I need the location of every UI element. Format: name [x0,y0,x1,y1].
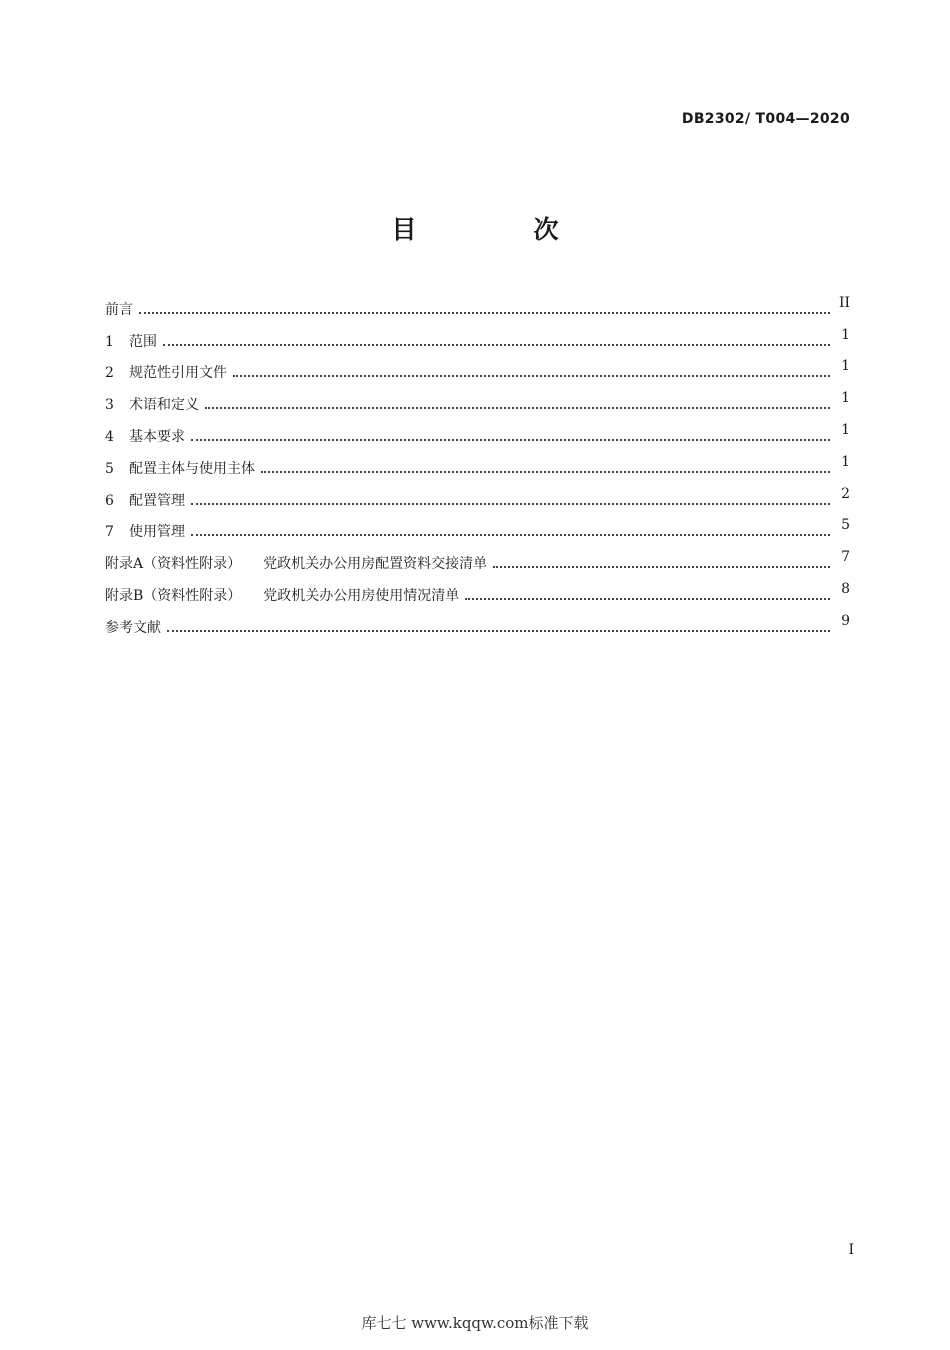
toc-page-number: 1 [841,358,850,375]
toc-page-number: 9 [841,612,850,629]
toc-entry-label: 4 基本要求 [105,428,185,445]
toc-leader-dots [465,598,830,600]
toc-entry-label: 5 配置主体与使用主体 [105,460,255,477]
toc-page-number: 5 [841,517,850,534]
toc-entry-usage-management[interactable] [105,510,850,542]
footer-watermark: 库七七 www.kqqw.com标准下载 [361,1314,589,1332]
toc-entry-label: 前言 [105,301,133,318]
standard-code: DB2302/ T004—2020 [681,111,850,127]
page-title: 目 次 [391,215,605,244]
toc-entry-bibliography[interactable] [105,605,850,637]
toc-leader-dots [191,439,830,441]
toc-entry-subjects[interactable] [105,446,850,478]
toc-entry-label: 参考文献 [105,619,161,636]
toc-page-number: 1 [841,453,850,470]
toc-entry-configuration-management[interactable] [105,478,850,510]
toc-entry-preface[interactable] [105,287,850,319]
toc-page-number: 1 [841,421,850,438]
toc-leader-dots [493,566,830,568]
toc-entry-label: 1 范围 [105,333,157,350]
page-number: I [848,1242,854,1258]
toc-entry-label: 3 术语和定义 [105,397,199,414]
toc-leader-dots [191,503,830,505]
toc-leader-dots [261,471,830,473]
toc-page-number: 2 [841,485,850,502]
toc-page-number: II [838,294,850,311]
toc-entry-label: 附录A（资料性附录） 党政机关办公用房配置资料交接清单 [105,556,488,573]
toc-page-number: 1 [841,390,850,407]
toc-entry-label: 7 使用管理 [105,524,185,541]
toc-entry-basic-requirements[interactable] [105,414,850,446]
toc-entry-label: 附录B（资料性附录） 党政机关办公用房使用情况清单 [105,587,460,604]
toc-entry-scope[interactable] [105,319,850,351]
toc-page-number: 7 [841,549,850,566]
toc-entry-appendix-b[interactable] [105,573,850,605]
toc-leader-dots [205,407,830,409]
toc-entry-normative-references[interactable] [105,351,850,383]
table-of-contents [105,287,850,637]
toc-leader-dots [163,344,830,346]
toc-page-number: 1 [841,326,850,343]
toc-entry-appendix-a[interactable] [105,541,850,573]
toc-entry-label: 6 配置管理 [105,492,185,509]
toc-entry-label: 2 规范性引用文件 [105,365,227,382]
toc-leader-dots [139,312,830,314]
toc-leader-dots [167,630,830,632]
toc-leader-dots [191,534,830,536]
toc-page-number: 8 [841,580,850,597]
toc-leader-dots [233,375,830,377]
toc-entry-terms-definitions[interactable] [105,382,850,414]
